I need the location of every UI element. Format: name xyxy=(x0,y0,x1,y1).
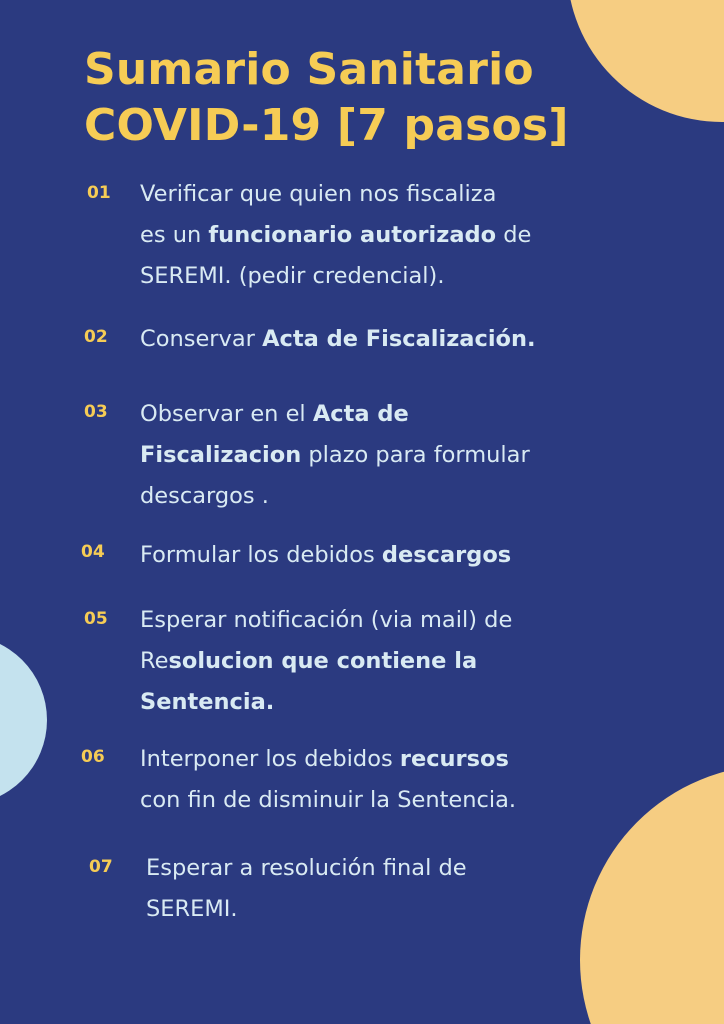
step-number: 01 xyxy=(87,183,111,203)
step-text xyxy=(140,739,516,821)
step-text-run: Conservar xyxy=(140,326,263,352)
step-text-line xyxy=(140,174,531,215)
step-text-run: SEREMI. xyxy=(146,896,238,922)
step-number: 03 xyxy=(84,402,108,422)
step-text-run: con fin de disminuir la Sentencia. xyxy=(140,787,517,813)
step-text-run: Esperar a resolución final de xyxy=(146,855,467,881)
step-number: 07 xyxy=(89,857,113,877)
step-number: 05 xyxy=(84,609,108,629)
step-text xyxy=(140,394,530,517)
step-text-run: Observar en el xyxy=(140,401,313,427)
step-text-run: de xyxy=(496,222,532,248)
step-text-bold: Sentencia. xyxy=(140,689,275,715)
step-text-run: Interponer los debidos xyxy=(140,746,400,772)
step-text-line xyxy=(140,780,516,821)
step-text-line xyxy=(140,682,512,723)
step-text-run: Esperar notificación (via mail) de xyxy=(140,607,513,633)
step-text-run: Formular los debidos xyxy=(140,542,382,568)
title-line-2: COVID-19 [7 pasos] xyxy=(84,100,569,151)
step-text xyxy=(140,600,512,723)
step-text-run: descargos . xyxy=(140,483,269,509)
step-text xyxy=(140,319,536,360)
step-text-bold: descargos xyxy=(381,542,512,568)
step-text-line xyxy=(140,600,512,641)
step-text xyxy=(140,174,531,297)
step-text-line xyxy=(146,848,467,889)
step-number: 06 xyxy=(81,747,105,767)
step-text-bold: Acta de Fiscalización. xyxy=(262,326,536,352)
step-text-run: SEREMI. (pedir credencial). xyxy=(140,263,445,289)
step-text-run: es un xyxy=(140,222,209,248)
decorative-circle-top-right xyxy=(567,0,724,122)
page-title xyxy=(84,42,569,154)
step-text-line xyxy=(140,739,516,780)
step-text-bold: recursos xyxy=(399,746,509,772)
decorative-circle-bottom-right xyxy=(580,765,724,1024)
step-number: 04 xyxy=(81,542,105,562)
step-text-line xyxy=(140,476,530,517)
step-text-line xyxy=(140,435,530,476)
step-text-run: Re xyxy=(140,648,169,674)
title-line-1: Sumario Sanitario xyxy=(84,44,534,95)
step-text-line xyxy=(140,256,531,297)
step-text xyxy=(140,535,511,576)
step-text-bold: funcionario autorizado xyxy=(208,222,497,248)
step-text-line xyxy=(140,319,536,360)
step-text-run: plazo para formular xyxy=(301,442,530,468)
step-text-run: Verificar que quien nos fiscaliza xyxy=(140,181,497,207)
step-text-bold: solucion que contiene la xyxy=(168,648,478,674)
step-number: 02 xyxy=(84,327,108,347)
step-text-bold: Acta de xyxy=(312,401,409,427)
step-text-line xyxy=(140,215,531,256)
step-text-line xyxy=(140,394,530,435)
decorative-circle-left xyxy=(0,635,47,805)
step-text-line xyxy=(140,535,511,576)
step-text-line xyxy=(146,889,467,930)
step-text-line xyxy=(140,641,512,682)
step-text-bold: Fiscalizacion xyxy=(140,442,302,468)
step-text xyxy=(146,848,467,930)
